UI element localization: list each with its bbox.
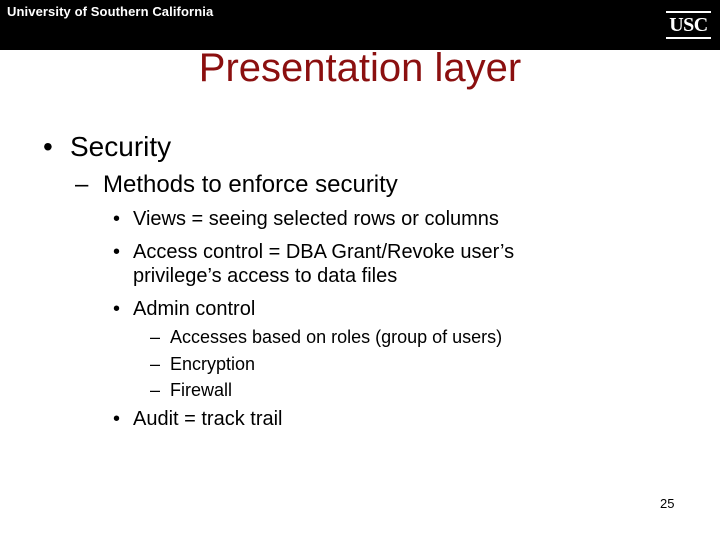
item-access-control: Access control = DBA Grant/Revoke user’s	[133, 241, 515, 263]
item-views: Views = seeing selected rows or columns	[133, 208, 499, 230]
university-name: University of Southern California	[7, 4, 214, 19]
dash-marker: –	[150, 354, 161, 374]
item-access-control-cont: privilege’s access to data files	[133, 265, 398, 287]
dash-marker: –	[150, 327, 161, 347]
sub-item-firewall: Firewall	[170, 380, 233, 400]
bullet-security: Security	[70, 131, 172, 162]
bullet-marker: •	[43, 131, 53, 162]
header-bar	[0, 0, 720, 50]
bullet-marker: •	[113, 208, 121, 230]
bullet-marker: •	[113, 241, 121, 263]
sub-item-roles: Accesses based on roles (group of users)	[170, 327, 503, 347]
slide-title: Presentation layer	[198, 46, 522, 90]
item-admin-control: Admin control	[133, 298, 256, 320]
dash-marker: –	[150, 380, 161, 400]
usc-logo: USC	[666, 11, 711, 39]
dash-marker: –	[75, 171, 89, 198]
sub-bullet-methods: Methods to enforce security	[103, 171, 398, 198]
sub-item-encryption: Encryption	[170, 354, 256, 374]
bullet-marker: •	[113, 298, 121, 320]
bullet-marker: •	[113, 408, 121, 430]
page-number: 25	[660, 496, 675, 511]
item-audit: Audit = track trail	[133, 408, 283, 430]
